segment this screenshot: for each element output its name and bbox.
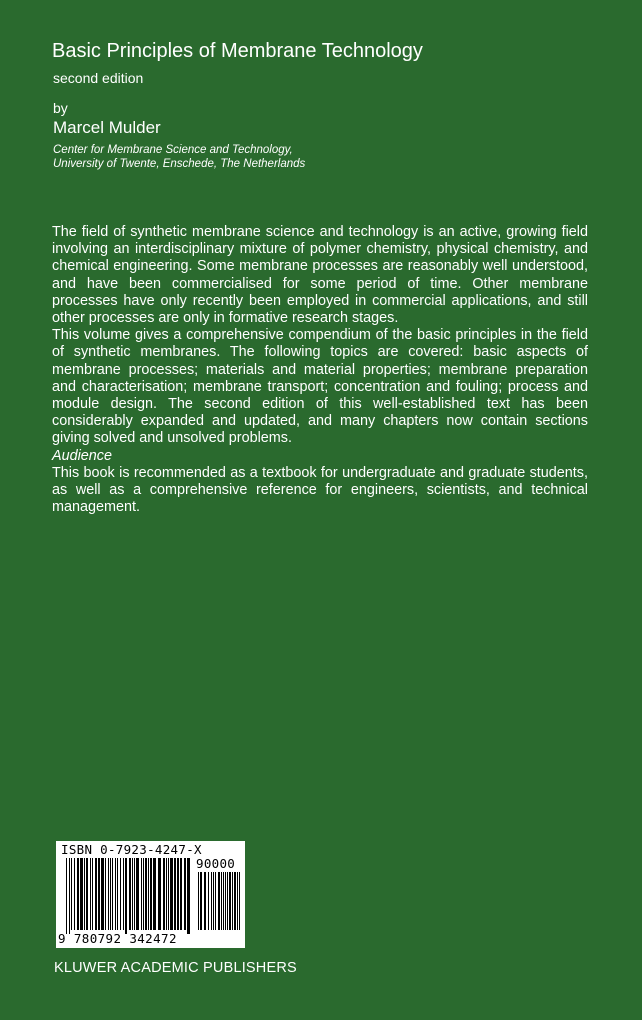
description-text [52, 224, 588, 516]
description-paragraph-1: The field of synthetic membrane science and technology is an active, growing field involving an interdisciplinary mixture of polymer chemistry, physical chemistry, and chemical engineering. Some membrane processes are reasonably well understood, and have been commercialised for some period of time. Other membrane processes have only recently been employed in commercial applications, and still other processes are only in formative research stages. [52, 224, 588, 327]
barcode-block [56, 841, 245, 948]
barcode-bar [101, 858, 104, 930]
barcode-bar [141, 858, 142, 930]
barcode-bar [134, 858, 135, 930]
audience-text: This book is recommended as a textbook for undergraduate and graduate students, as well as a comprehensive reference for engineers, scientists, and technical management. [52, 464, 588, 516]
addon-bar [200, 872, 202, 930]
barcode-bar [115, 858, 116, 930]
barcode-bar [180, 858, 182, 930]
barcode-bar [148, 858, 149, 930]
barcode-bar [163, 858, 165, 930]
barcode-bar [158, 858, 161, 930]
barcode-bar [98, 858, 100, 930]
barcode-bar [136, 858, 139, 930]
addon-bar [198, 872, 199, 930]
addon-bar [221, 872, 222, 930]
barcode-bar [80, 858, 83, 930]
addon-bar [225, 872, 226, 930]
addon-bar [204, 872, 206, 930]
barcode-bar [123, 858, 124, 930]
barcode-bar [105, 858, 106, 930]
barcode-bar [84, 858, 85, 930]
barcode-bar [145, 858, 147, 930]
edition-label: second edition [53, 70, 144, 86]
addon-bar [237, 872, 238, 930]
addon-bar [215, 872, 216, 930]
addon-bar [227, 872, 228, 930]
barcode-bar [177, 858, 179, 930]
barcode-bar [108, 858, 109, 930]
barcode-bar [143, 858, 144, 930]
barcode-bar [129, 858, 131, 930]
barcode-bar [120, 858, 121, 930]
addon-bar [229, 872, 231, 930]
addon-bar [208, 872, 209, 930]
affiliation-line-1: Center for Membrane Science and Technology, [53, 144, 293, 156]
addon-bar [234, 872, 236, 930]
by-label: by [53, 100, 68, 116]
barcode-bar [125, 858, 127, 934]
isbn-text: ISBN 0-7923-4247-X [61, 842, 202, 857]
barcode-bar [86, 858, 88, 930]
barcode-bar [110, 858, 111, 930]
addon-bar [223, 872, 224, 930]
barcode-bar [132, 858, 133, 930]
addon-bar [218, 872, 220, 930]
barcode-bar [66, 858, 67, 934]
addon-bar [213, 872, 214, 930]
barcode-bar [150, 858, 152, 930]
description-paragraph-2: This volume gives a comprehensive compendium of the basic principles in the field of synthetic membranes. The following topics are covered: basic aspects of membrane processes; materials and material properties; membrane preparation and characterisation; membrane transport; concentration and fouling; process and module design. The second edition of this well-established text has been considerably expanded and updated, and many chapters now contain sections giving solved and unsolved problems. [52, 327, 588, 447]
barcode-bar [174, 858, 176, 930]
addon-bar [239, 872, 240, 930]
price-code-text: 90000 [196, 856, 236, 871]
barcode-bar [92, 858, 93, 930]
affiliation-line-2: University of Twente, Enschede, The Netherlands [53, 158, 306, 170]
barcode-bar [184, 858, 186, 930]
barcode-bar [187, 858, 190, 934]
barcode-bar [166, 858, 167, 930]
barcode-bar [77, 858, 79, 930]
barcode-bar [170, 858, 173, 930]
barcode-bar [71, 858, 72, 930]
barcode-bar [69, 858, 70, 934]
publisher-name: KLUWER ACADEMIC PUBLISHERS [54, 960, 297, 976]
barcode-bar [95, 858, 97, 930]
barcode-bar [74, 858, 75, 930]
barcode-bar [168, 858, 169, 930]
book-title: Basic Principles of Membrane Technology [52, 40, 423, 62]
barcode-bar [153, 858, 156, 930]
audience-heading: Audience [52, 447, 113, 464]
addon-bar [232, 872, 233, 930]
ean-text: 9 780792 342472 [58, 931, 177, 946]
barcode-bar [112, 858, 113, 930]
author-affiliation [53, 143, 305, 171]
author-name: Marcel Mulder [53, 118, 161, 137]
barcode-bar [117, 858, 118, 930]
addon-bar [211, 872, 212, 930]
barcode-bar [90, 858, 91, 930]
